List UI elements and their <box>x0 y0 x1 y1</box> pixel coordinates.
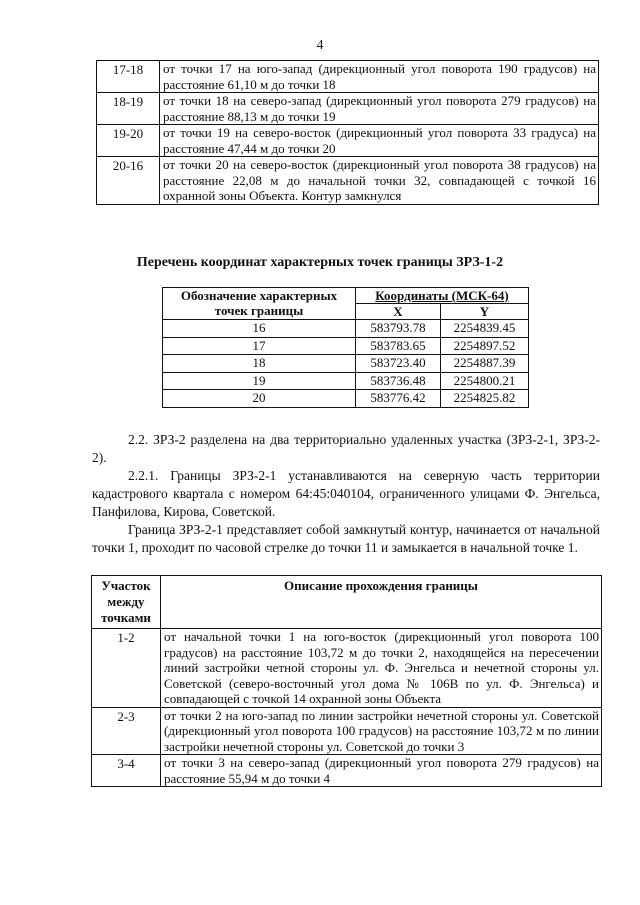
x-coordinate: 583776.42 <box>356 390 441 408</box>
table-row <box>163 337 529 355</box>
x-coordinate: 583793.78 <box>356 320 441 338</box>
y-coordinate: 2254800.21 <box>441 372 529 390</box>
point-number: 20 <box>163 390 356 408</box>
segment-description: от точки 2 на юго-запад по линии застройки нечетной стороны ул. Советской (дирекционный угол поворота 100 градусов) на расстояние 103,72 м по линии застройки нечетной стороны ул. Советской до точки 3 <box>161 707 602 755</box>
segment-code: 17-18 <box>97 61 160 93</box>
y-coordinate: 2254825.82 <box>441 390 529 408</box>
paragraph-zrz2-1-contour: Граница ЗРЗ-2-1 представляет собой замкнутый контур, начинается от начальной точки 1, проходит по часовой стрелке до точки 11 и замыкается в начальной точке 1. <box>92 522 600 555</box>
table-row <box>163 355 529 373</box>
table-row <box>163 372 529 390</box>
x-column-header: X <box>356 304 441 320</box>
x-coordinate: 583723.40 <box>356 355 441 373</box>
table-row <box>163 390 529 408</box>
y-column-header: Y <box>441 304 529 320</box>
point-number: 17 <box>163 337 356 355</box>
description-column-header: Описание прохождения границы <box>161 576 602 629</box>
segment-code: 2-3 <box>92 707 161 755</box>
segment-column-header: Участок между точками <box>92 576 161 629</box>
point-number: 19 <box>163 372 356 390</box>
segment-code: 3-4 <box>92 755 161 787</box>
segment-description: от точки 18 на северо-запад (дирекционный угол поворота 279 градусов) на расстояние 88,13 м до точки 19 <box>160 93 599 125</box>
coordinates-column-header: Координаты (МСК-64) <box>356 288 529 304</box>
paragraph-zrz2-1-boundaries: 2.2.1. Границы ЗРЗ-2-1 устанавливаются на северную часть территории кадастрового квартала с номером 64:45:040104, ограниченного улицами Ф. Энгельса, Панфилова, Кирова, Советской. <box>92 468 600 519</box>
y-coordinate: 2254839.45 <box>441 320 529 338</box>
segment-code: 18-19 <box>97 93 160 125</box>
coordinates-table <box>162 287 529 408</box>
page-number: 4 <box>316 37 324 52</box>
table-header-row <box>163 288 529 304</box>
points-column-header: Обозначение характерных точек границы <box>163 288 356 320</box>
segment-description: от точки 20 на северо-восток (дирекционный угол поворота 38 градусов) на расстояние 22,08 м до начальной точки 32, совпадающей с точкой 16 охранной зоны Объекта. Контур замкнулся <box>160 157 599 205</box>
boundary-segments-table-continued <box>96 60 599 205</box>
segment-code: 1-2 <box>92 629 161 708</box>
segment-description: от точки 17 на юго-запад (дирекционный угол поворота 190 градусов) на расстояние 61,10 м до точки 18 <box>160 61 599 93</box>
segment-code: 20-16 <box>97 157 160 205</box>
paragraph-zrz2-division: 2.2. ЗРЗ-2 разделена на два территориально удаленных участка (ЗРЗ-2-1, ЗРЗ-2-2). <box>92 432 600 465</box>
zrz2-1-segments-table <box>91 575 602 787</box>
table-row <box>92 755 602 787</box>
table-row <box>97 61 599 93</box>
table-row <box>97 93 599 125</box>
table-header-row <box>92 576 602 629</box>
x-coordinate: 583783.65 <box>356 337 441 355</box>
table-row <box>163 320 529 338</box>
segment-description: от начальной точки 1 на юго-восток (дирекционный угол поворота 100 градусов) на расстояние 103,72 м до точки 2, находящейся на пересечении линий застройки четной стороны ул. Ф. Энгельса и нечетной стороны ул. Советской (северо-восточный угол дома № 106В по ул. Ф. Энгельса) и совпадающей с точкой 14 охранной зоны Объекта <box>161 629 602 708</box>
y-coordinate: 2254887.39 <box>441 355 529 373</box>
segment-description: от точки 19 на северо-восток (дирекционный угол поворота 33 градуса) на расстояние 47,44 м до точки 20 <box>160 125 599 157</box>
segment-description: от точки 3 на северо-запад (дирекционный угол поворота 279 градусов) на расстояние 55,94 м до точки 4 <box>161 755 602 787</box>
y-coordinate: 2254897.52 <box>441 337 529 355</box>
point-number: 16 <box>163 320 356 338</box>
table-row <box>92 707 602 755</box>
point-number: 18 <box>163 355 356 373</box>
segment-code: 19-20 <box>97 125 160 157</box>
table-row <box>97 157 599 205</box>
table-row <box>92 629 602 708</box>
x-coordinate: 583736.48 <box>356 372 441 390</box>
table-row <box>97 125 599 157</box>
coordinates-section-title: Перечень координат характерных точек границы ЗРЗ-1-2 <box>136 255 504 270</box>
